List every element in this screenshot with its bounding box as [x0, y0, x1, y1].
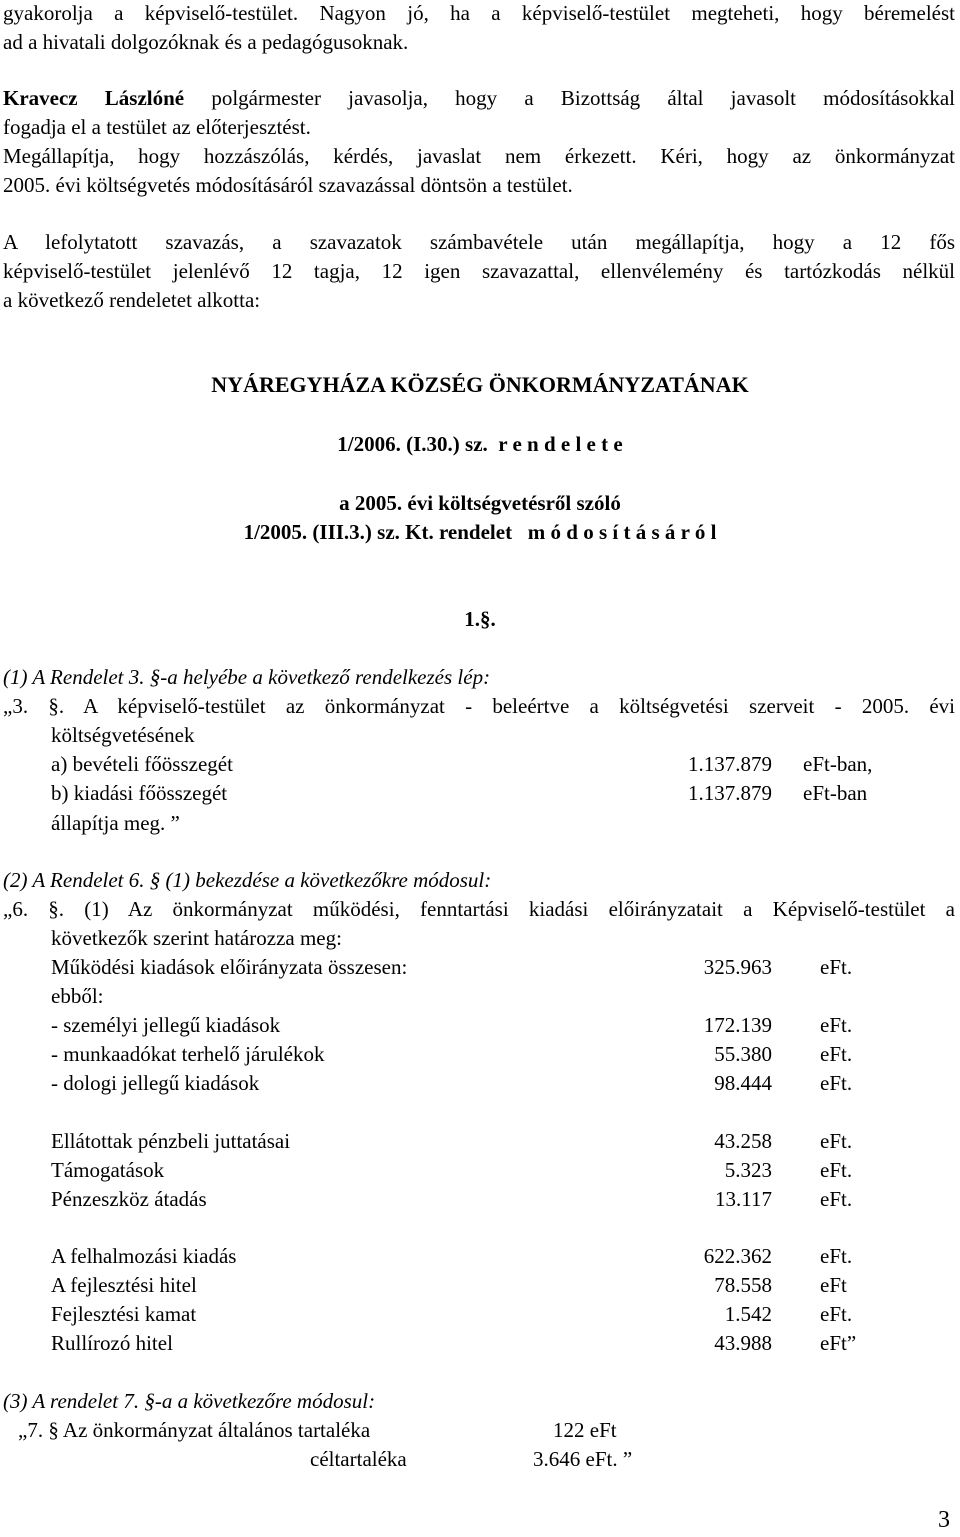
p2-of-which: ebből:	[51, 984, 104, 1008]
row-label: Pénzeszköz átadás	[51, 1187, 207, 1211]
p3-line-2-label: céltartaléka	[310, 1447, 407, 1471]
row-unit: eFt	[820, 1273, 847, 1297]
row-value: 43.258	[714, 1129, 772, 1153]
row-label: - személyi jellegű kiadások	[51, 1013, 281, 1037]
p2-heading: (2) A Rendelet 6. § (1) bekezdése a következőkre módosul:	[3, 868, 492, 892]
row-label: - dologi jellegű kiadások	[51, 1071, 260, 1095]
row-label: A felhalmozási kiadás	[51, 1244, 237, 1268]
row-label: b) kiadási főösszegét	[51, 781, 228, 805]
row-unit: eFt.	[820, 1302, 853, 1326]
row-value: 98.444	[714, 1071, 772, 1095]
row-unit: eFt.	[820, 1013, 853, 1037]
row-unit: eFt.	[820, 1158, 853, 1182]
p1-line-1: „3. §. A képviselő-testület az önkormányzat - beleértve a költségvetési szerveit - 2005. évi	[3, 694, 955, 718]
decree-about-1: a 2005. évi költségvetésről szóló	[339, 491, 621, 515]
p1-end: állapítja meg. ”	[51, 811, 180, 835]
row-value: 5.323	[724, 1158, 772, 1182]
row-unit: eFt.	[820, 1042, 853, 1066]
p1-heading: (1) A Rendelet 3. §-a helyébe a következő rendelkezés lép:	[3, 665, 491, 689]
row-unit: eFt.	[820, 1244, 853, 1268]
page-number: 3	[938, 1507, 950, 1533]
vote-line-3: a következő rendeletet alkotta:	[3, 288, 261, 312]
row-label: a) bevételi főösszegét	[51, 752, 233, 776]
row-label: Támogatások	[51, 1158, 165, 1182]
row-value: 13.117	[715, 1187, 772, 1211]
row-unit: eFt.	[820, 1187, 853, 1211]
p3-line-2-value: 3.646 eFt. ”	[533, 1447, 633, 1471]
intro-line-2: ad a hivatali dolgozóknak és a pedagógusoknak.	[3, 30, 409, 54]
row-value: 1.542	[724, 1302, 772, 1326]
row-unit: eFt”	[820, 1331, 857, 1355]
row-value: 622.362	[703, 1244, 772, 1268]
p2-line-2: következők szerint határozza meg:	[51, 926, 342, 950]
decree-about-2: 1/2005. (III.3.) sz. Kt. rendelet m ó d o s í t á s á r ó l	[243, 520, 717, 544]
intro-line-4: fogadja el a testület az előterjesztést.	[3, 115, 311, 139]
mayor-line-rest: polgármester javasolja, hogy a Bizottság által javasolt módosításokkal	[184, 86, 956, 110]
p1-line-2: költségvetésének	[51, 723, 195, 747]
row-label: A fejlesztési hitel	[51, 1273, 197, 1297]
decree-number: 1/2006. (I.30.) sz. r e n d e l e t e	[337, 432, 623, 456]
p2-total-label: Működési kiadások előirányzata összesen:	[51, 955, 408, 979]
row-label: Fejlesztési kamat	[51, 1302, 197, 1326]
intro-line-1: gyakorolja a képviselő-testület. Nagyon jó, ha a képviselő-testület megteheti, hogy béremelést	[3, 1, 955, 25]
row-value: 1.137.879	[688, 752, 772, 776]
row-value: 43.988	[714, 1331, 772, 1355]
p3-heading: (3) A rendelet 7. §-a a következőre módosul:	[3, 1389, 376, 1413]
row-value: 55.380	[714, 1042, 772, 1066]
mayor-name: Kravecz Lászlóné	[3, 86, 185, 110]
row-unit: eFt-ban,	[803, 752, 873, 776]
row-label: Rullírozó hitel	[51, 1331, 173, 1355]
row-value: 1.137.879	[688, 781, 772, 805]
vote-line-1: A lefolytatott szavazás, a szavazatok számbavétele után megállapítja, hogy a 12 fős	[3, 230, 955, 254]
p3-line-1-value: 122 eFt	[553, 1418, 617, 1442]
row-label: Ellátottak pénzbeli juttatásai	[51, 1129, 291, 1153]
row-value: 78.558	[714, 1273, 772, 1297]
intro-line-5: Megállapítja, hogy hozzászólás, kérdés, javaslat nem érkezett. Kéri, hogy az önkormányzat	[3, 144, 955, 168]
vote-line-2: képviselő-testület jelenlévő 12 tagja, 12 igen szavazattal, ellenvélemény és tartózkodás nélkül	[3, 259, 955, 283]
row-unit: eFt-ban	[803, 781, 868, 805]
mayor-line	[3, 88, 955, 109]
p2-line-1: „6. §. (1) Az önkormányzat működési, fenntartási kiadási előirányzatait a Képviselő-testület a	[3, 897, 955, 921]
p2-total-value: 325.963	[703, 955, 772, 979]
row-unit: eFt.	[820, 1071, 853, 1095]
decree-title: NYÁREGYHÁZA KÖZSÉG ÖNKORMÁNYZATÁNAK	[211, 372, 749, 397]
intro-line-6: 2005. évi költségvetés módosításáról szavazással döntsön a testület.	[3, 173, 573, 197]
p2-total-unit: eFt.	[820, 955, 853, 979]
section-number: 1.§.	[464, 607, 496, 631]
row-label: - munkaadókat terhelő járulékok	[51, 1042, 325, 1066]
row-unit: eFt.	[820, 1129, 853, 1153]
row-value: 172.139	[703, 1013, 772, 1037]
p3-line-1-label: „7. § Az önkormányzat általános tartaléka	[18, 1418, 371, 1442]
